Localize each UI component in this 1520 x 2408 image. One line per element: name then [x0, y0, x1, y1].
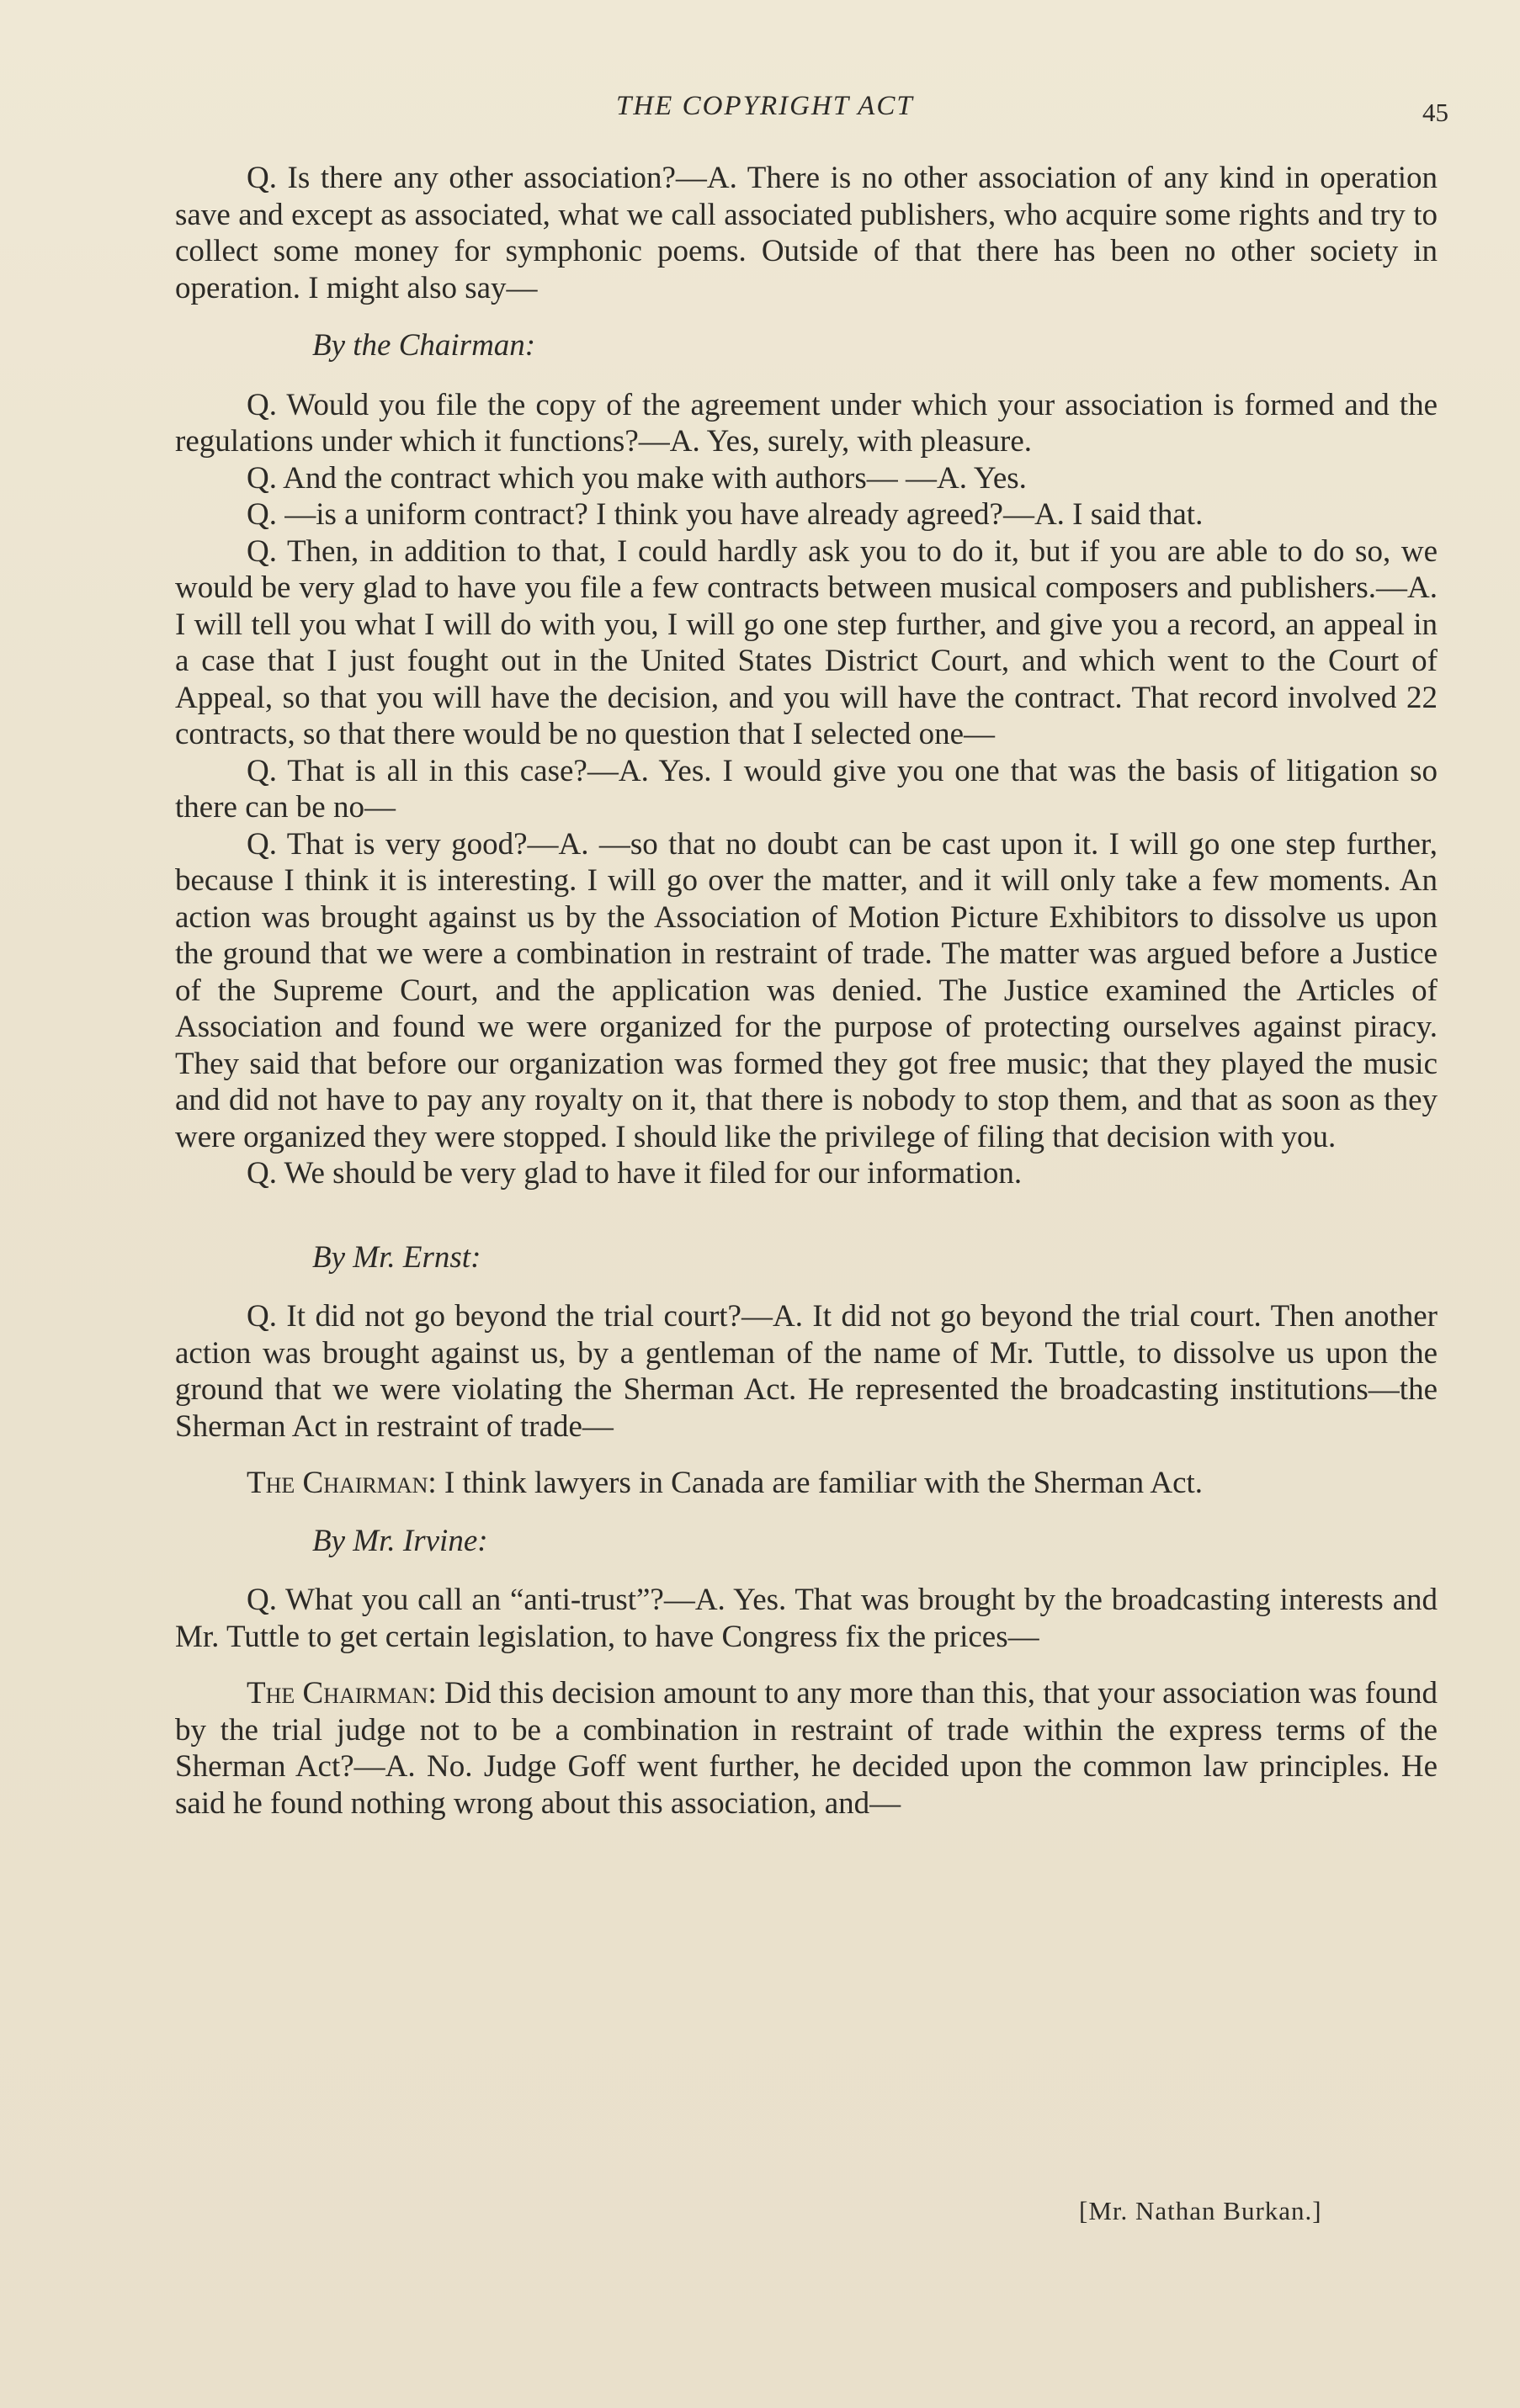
paragraph: Q. That is very good?—A. —so that no doubt can be cast upon it. I will go one step further, because I think it is interesting. I will go over the matter, and it will only take a few moments. An action was brought against us by the Association of Motion Picture Exhibitors to dissolve us upon the ground that we were a combination in restraint of trade. The matter was argued before a Justice of the Supreme Court, and the application was denied. The Justice examined the Articles of Association and found we were organized for the purpose of protecting ourselves against piracy. They said that before our organization was formed they got free music; that they played the music and did not have to pay any royalty on it, that there is nobody to stop them, and that as soon as they were organized they were stopped. I should like the privilege of filing that decision with you.: [175, 826, 1438, 1154]
speaker-note: [Mr. Nathan Burkan.]: [1079, 2196, 1322, 2225]
paragraph-text: : Did this decision amount to any more than this, that your association was found by the trial judge not to be a combination in restraint of trade within the express terms of the Sherman Act?—A. No. Judge Goff went further, he decided upon the common law principles. He said he found nothing wrong about this association, and—: [175, 1676, 1438, 1821]
section-heading-irvine: By Mr. Irvine:: [312, 1523, 488, 1558]
transcript-body: [175, 160, 1438, 1822]
paragraph: Q. Is there any other association?—A. There is no other association of any kind in operation save and except as associated, what we call associated publishers, who acquire some rights and try to collect some money for symphonic poems. Outside of that there has been no other society in operation. I might also say—: [175, 161, 1438, 305]
paragraph: Q. We should be very glad to have it filed for our information.: [247, 1156, 1023, 1191]
section-heading-chairman: By the Chairman:: [312, 328, 536, 363]
paragraph: Q. —is a uniform contract? I think you have already agreed?—A. I said that.: [247, 497, 1204, 532]
section-heading-ernst: By Mr. Ernst:: [312, 1239, 481, 1275]
paragraph: Q. It did not go beyond the trial court?—A. It did not go beyond the trial court. Then another action was brought against us, by a gentleman of the name of Mr. Tuttle, to dissolve us upon the ground that we were violating the Sherman Act. He represented the broadcasting institutions—the Sherman Act in restraint of trade—: [175, 1299, 1438, 1444]
paragraph: Q. And the contract which you make with authors— —A. Yes.: [247, 460, 1027, 496]
paragraph: Q. Then, in addition to that, I could hardly ask you to do it, but if you are able to do so, we would be very glad to have you file a few contracts between musical composers and publishers.—A. I will tell you what I will do with you, I will go one step further, and give you a record, an appeal in a case that I just fought out in the United States District Court, and which went to the Court of Appeal, so that you will have the decision, and you will have the contract. That record involved 22 contracts, so that there would be no question that I selected one—: [175, 533, 1438, 751]
paragraph-chairman: [175, 1465, 1438, 1502]
paragraph-chairman: [175, 1675, 1438, 1822]
page-number: 45: [1422, 98, 1448, 127]
speaker-name: The Chairman: [247, 1676, 428, 1711]
paragraph: Q. Would you file the copy of the agreement under which your association is formed and the regulations under which it functions?—A. Yes, surely, with pleasure.: [175, 387, 1438, 459]
running-title: THE COPYRIGHT ACT: [616, 91, 914, 121]
speaker-name: The Chairman: [247, 1466, 428, 1500]
paragraph: Q. What you call an “anti-trust”?—A. Yes. That was brought by the broadcasting interests and Mr. Tuttle to get certain legislation, to have Congress fix the prices—: [175, 1583, 1438, 1654]
paragraph: Q. That is all in this case?—A. Yes. I would give you one that was the basis of litigation so there can be no—: [175, 753, 1438, 825]
paragraph-text: : I think lawyers in Canada are familiar with the Sherman Act.: [428, 1466, 1204, 1500]
running-header: [0, 91, 1520, 133]
